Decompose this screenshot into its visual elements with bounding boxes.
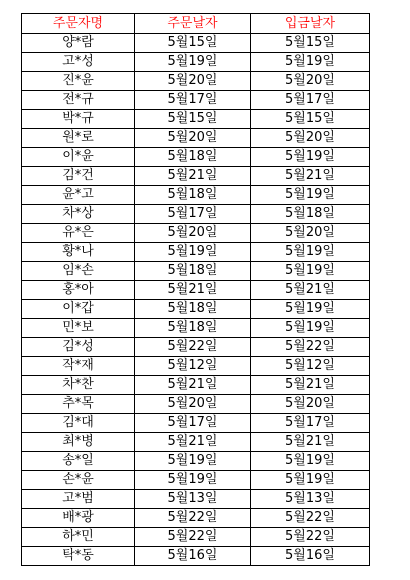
cell-payment-date: 5월21일 — [251, 376, 370, 395]
table-row — [22, 528, 370, 547]
cell-order-date: 5월18일 — [135, 262, 251, 281]
table-row — [22, 148, 370, 167]
cell-payment-date: 5월21일 — [251, 281, 370, 300]
cell-payment-date: 5월19일 — [251, 243, 370, 262]
cell-order-date: 5월19일 — [135, 452, 251, 471]
cell-payment-date: 5월22일 — [251, 528, 370, 547]
cell-name: 김*대 — [22, 414, 135, 433]
cell-order-date: 5월20일 — [135, 72, 251, 91]
header-name: 주문자명 — [22, 14, 135, 34]
table-row — [22, 281, 370, 300]
cell-order-date: 5월17일 — [135, 91, 251, 110]
cell-order-date: 5월19일 — [135, 243, 251, 262]
table-row — [22, 129, 370, 148]
table-row — [22, 110, 370, 129]
cell-name: 작*재 — [22, 357, 135, 376]
cell-payment-date: 5월20일 — [251, 395, 370, 414]
table-row — [22, 167, 370, 186]
table-row — [22, 262, 370, 281]
table-body — [22, 34, 370, 566]
table-row — [22, 34, 370, 53]
table-row — [22, 72, 370, 91]
cell-name: 이*윤 — [22, 148, 135, 167]
cell-name: 손*윤 — [22, 471, 135, 490]
cell-name: 배*광 — [22, 509, 135, 528]
order-table — [21, 13, 370, 566]
cell-name: 유*은 — [22, 224, 135, 243]
header-row — [22, 14, 370, 34]
cell-name: 황*나 — [22, 243, 135, 262]
table-row — [22, 338, 370, 357]
cell-name: 윤*고 — [22, 186, 135, 205]
cell-payment-date: 5월13일 — [251, 490, 370, 509]
cell-order-date: 5월16일 — [135, 547, 251, 566]
cell-name: 양*람 — [22, 34, 135, 53]
cell-payment-date: 5월19일 — [251, 319, 370, 338]
cell-order-date: 5월22일 — [135, 338, 251, 357]
cell-order-date: 5월17일 — [135, 414, 251, 433]
cell-name: 고*성 — [22, 53, 135, 72]
cell-payment-date: 5월12일 — [251, 357, 370, 376]
cell-payment-date: 5월16일 — [251, 547, 370, 566]
table-row — [22, 243, 370, 262]
table-row — [22, 414, 370, 433]
cell-payment-date: 5월17일 — [251, 414, 370, 433]
cell-payment-date: 5월15일 — [251, 34, 370, 53]
cell-name: 김*건 — [22, 167, 135, 186]
cell-order-date: 5월21일 — [135, 376, 251, 395]
header-order-date: 주문날자 — [135, 14, 251, 34]
cell-payment-date: 5월19일 — [251, 148, 370, 167]
cell-order-date: 5월21일 — [135, 281, 251, 300]
cell-order-date: 5월17일 — [135, 205, 251, 224]
cell-order-date: 5월20일 — [135, 224, 251, 243]
cell-order-date: 5월19일 — [135, 471, 251, 490]
table-row — [22, 224, 370, 243]
cell-payment-date: 5월18일 — [251, 205, 370, 224]
table-row — [22, 91, 370, 110]
cell-order-date: 5월22일 — [135, 509, 251, 528]
cell-payment-date: 5월20일 — [251, 224, 370, 243]
cell-order-date: 5월15일 — [135, 110, 251, 129]
cell-name: 탁*동 — [22, 547, 135, 566]
cell-name: 박*규 — [22, 110, 135, 129]
cell-payment-date: 5월19일 — [251, 186, 370, 205]
table-row — [22, 205, 370, 224]
cell-order-date: 5월22일 — [135, 528, 251, 547]
table-row — [22, 319, 370, 338]
cell-name: 고*범 — [22, 490, 135, 509]
cell-name: 진*윤 — [22, 72, 135, 91]
table-row — [22, 433, 370, 452]
cell-payment-date: 5월20일 — [251, 129, 370, 148]
cell-name: 차*상 — [22, 205, 135, 224]
cell-name: 송*일 — [22, 452, 135, 471]
cell-payment-date: 5월19일 — [251, 262, 370, 281]
cell-name: 이*갑 — [22, 300, 135, 319]
table-row — [22, 300, 370, 319]
cell-order-date: 5월19일 — [135, 53, 251, 72]
table-row — [22, 395, 370, 414]
header-payment-date: 입금날자 — [251, 14, 370, 34]
table-row — [22, 53, 370, 72]
table-row — [22, 490, 370, 509]
table-row — [22, 471, 370, 490]
table-row — [22, 357, 370, 376]
cell-name: 민*보 — [22, 319, 135, 338]
cell-name: 추*목 — [22, 395, 135, 414]
cell-name: 차*찬 — [22, 376, 135, 395]
cell-order-date: 5월18일 — [135, 186, 251, 205]
cell-name: 하*민 — [22, 528, 135, 547]
table-row — [22, 547, 370, 566]
cell-order-date: 5월20일 — [135, 395, 251, 414]
cell-payment-date: 5월22일 — [251, 509, 370, 528]
table-row — [22, 452, 370, 471]
cell-payment-date: 5월17일 — [251, 91, 370, 110]
cell-order-date: 5월12일 — [135, 357, 251, 376]
cell-name: 전*규 — [22, 91, 135, 110]
table-row — [22, 509, 370, 528]
cell-payment-date: 5월19일 — [251, 471, 370, 490]
cell-payment-date: 5월19일 — [251, 53, 370, 72]
cell-name: 임*손 — [22, 262, 135, 281]
cell-payment-date: 5월20일 — [251, 72, 370, 91]
cell-order-date: 5월20일 — [135, 129, 251, 148]
cell-payment-date: 5월19일 — [251, 452, 370, 471]
cell-order-date: 5월21일 — [135, 167, 251, 186]
cell-name: 원*로 — [22, 129, 135, 148]
cell-order-date: 5월18일 — [135, 148, 251, 167]
cell-name: 최*병 — [22, 433, 135, 452]
cell-order-date: 5월13일 — [135, 490, 251, 509]
cell-name: 김*성 — [22, 338, 135, 357]
cell-payment-date: 5월21일 — [251, 433, 370, 452]
table-row — [22, 186, 370, 205]
table-row — [22, 376, 370, 395]
cell-payment-date: 5월19일 — [251, 300, 370, 319]
cell-payment-date: 5월21일 — [251, 167, 370, 186]
cell-payment-date: 5월22일 — [251, 338, 370, 357]
cell-order-date: 5월18일 — [135, 319, 251, 338]
cell-payment-date: 5월15일 — [251, 110, 370, 129]
cell-order-date: 5월21일 — [135, 433, 251, 452]
cell-order-date: 5월15일 — [135, 34, 251, 53]
cell-name: 홍*아 — [22, 281, 135, 300]
cell-order-date: 5월18일 — [135, 300, 251, 319]
